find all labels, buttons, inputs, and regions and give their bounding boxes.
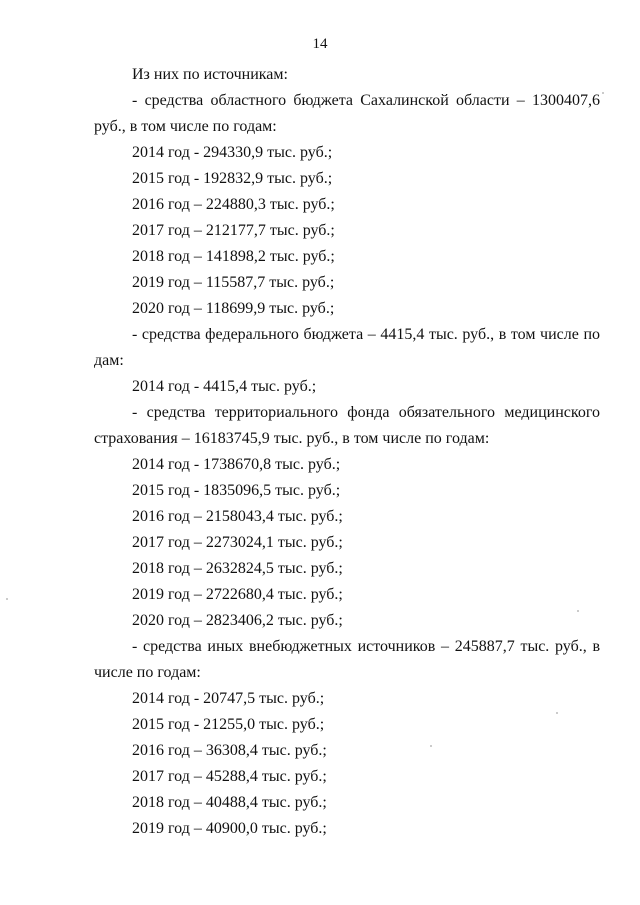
- text-line: 2017 год – 212177,7 тыс. руб.;: [132, 222, 335, 239]
- text-line: - средства иных внебюджетных источников – 245887,7 тыс. руб., в: [132, 638, 600, 655]
- text-line: - средства федерального бюджета – 4415,4 тыс. руб., в том числе по: [132, 326, 600, 343]
- scan-speck: [6, 598, 8, 600]
- scan-speck: [430, 745, 432, 747]
- text-line: руб., в том числе по годам:: [94, 118, 277, 135]
- text-line: - средства областного бюджета Сахалинской области – 1300407,6: [132, 92, 600, 109]
- page-number: 14: [312, 36, 328, 52]
- text-line: 2014 год - 4415,4 тыс. руб.;: [132, 378, 317, 395]
- page-content: [94, 62, 600, 842]
- text-line: Из них по источникам:: [132, 66, 288, 83]
- text-line: страхования – 16183745,9 тыс. руб., в том числе по годам:: [94, 430, 490, 447]
- text-line: числе по годам:: [94, 664, 201, 681]
- text-line: 2018 год – 2632824,5 тыс. руб.;: [132, 560, 343, 577]
- text-line: 2014 год - 1738670,8 тыс. руб.;: [132, 456, 341, 473]
- text-line: 2020 год – 2823406,2 тыс. руб.;: [132, 612, 343, 629]
- text-line: 2015 год - 21255,0 тыс. руб.;: [132, 716, 325, 733]
- text-line: 2018 год – 141898,2 тыс. руб.;: [132, 248, 335, 265]
- text-line: - средства территориального фонда обязательного медицинского: [132, 404, 600, 421]
- text-line: 2014 год - 294330,9 тыс. руб.;: [132, 144, 333, 161]
- text-line: 2016 год – 224880,3 тыс. руб.;: [132, 196, 335, 213]
- text-line: 2016 год – 36308,4 тыс. руб.;: [132, 742, 327, 759]
- text-line: 2015 год - 1835096,5 тыс. руб.;: [132, 482, 341, 499]
- text-line: 2020 год – 118699,9 тыс. руб.;: [132, 300, 335, 317]
- text-line: 2016 год – 2158043,4 тыс. руб.;: [132, 508, 343, 525]
- text-line: 2019 год – 115587,7 тыс. руб.;: [132, 274, 335, 291]
- text-line: 2015 год - 192832,9 тыс. руб.;: [132, 170, 333, 187]
- scan-speck: [602, 92, 604, 94]
- text-line: 2017 год – 45288,4 тыс. руб.;: [132, 768, 327, 785]
- scan-speck: [556, 712, 558, 714]
- text-line: 2017 год – 2273024,1 тыс. руб.;: [132, 534, 343, 551]
- text-line: 2018 год – 40488,4 тыс. руб.;: [132, 794, 327, 811]
- text-line: 2014 год - 20747,5 тыс. руб.;: [132, 690, 325, 707]
- text-line: 2019 год – 2722680,4 тыс. руб.;: [132, 586, 343, 603]
- text-line: дам:: [94, 352, 124, 369]
- scan-speck: [577, 610, 579, 612]
- text-line: 2019 год – 40900,0 тыс. руб.;: [132, 820, 327, 837]
